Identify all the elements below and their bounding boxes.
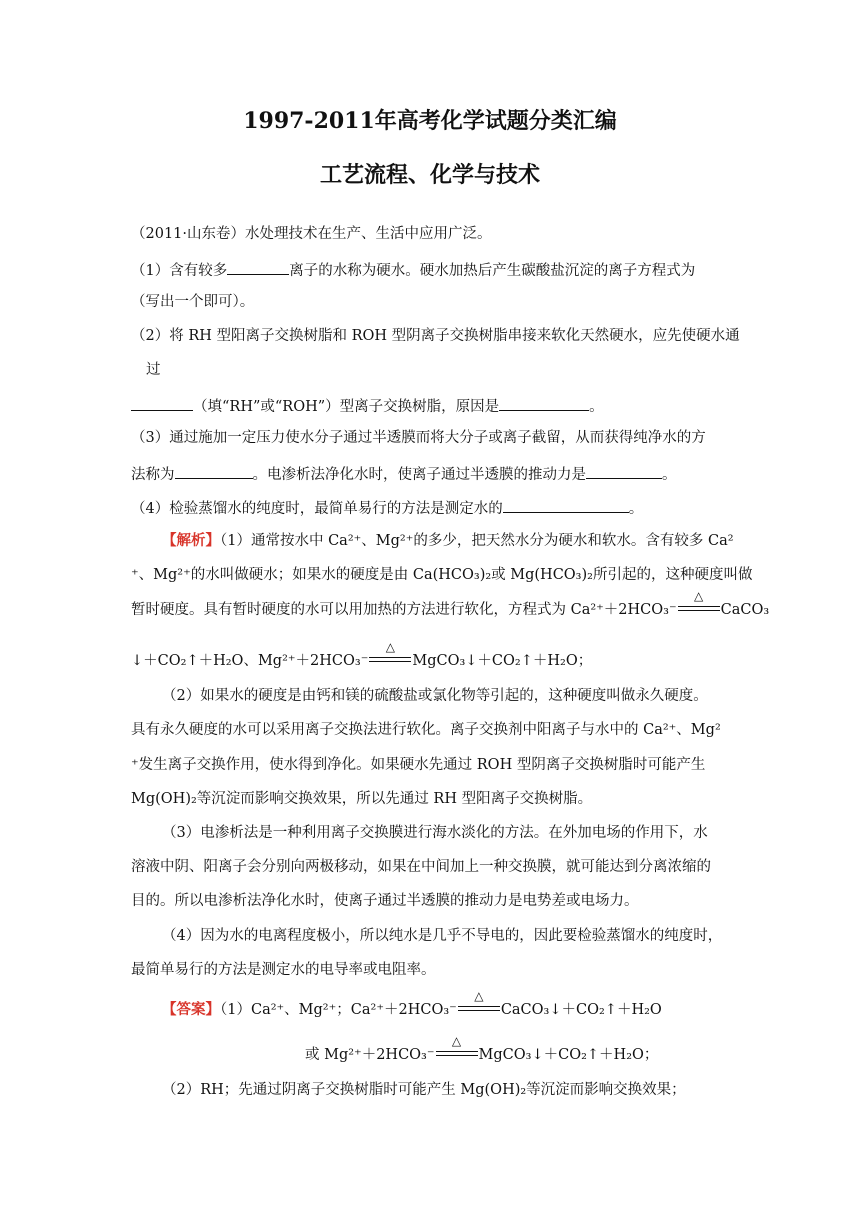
q4-text-a: （4）检验蒸馏水的纯度时，最简单易行的方法是测定水的 [131,501,503,517]
delta-icon: △ [474,989,484,1003]
analysis-p2-line-4: Mg(OH)₂等沉淀而影响交换效果，所以先通过 RH 型阳离子交换树脂。 [131,791,593,807]
page-title: 1997-2011年高考化学试题分类汇编 [243,108,617,134]
q3-text-d: 。 [662,467,677,483]
analysis-tag: 【解析】 [162,532,220,549]
analysis-p1-line-2: ⁺、Mg²⁺的水叫做硬水；如果水的硬度是由 Ca(HCO₃)₂或 Mg(HCO₃)₂所引起的，这种硬度叫做 [131,567,753,583]
analysis-p3-line-1: （3）电渗析法是一种利用离子交换膜进行海水淡化的方法。在外加电场的作用下，水 [162,825,708,841]
answer-2-rhs: MgCO₃↓＋CO₂↑＋H₂O； [478,1047,659,1063]
question-2-line-3 [131,394,604,417]
analysis-p3-line-3: 目的。所以电渗析法净化水时，使离子通过半透膜的推动力是电势差或电场力。 [131,893,639,909]
question-3-line-2 [131,462,677,485]
q1-text-a: （1）含有较多 [131,263,228,279]
question-4-line [131,496,643,519]
delta-icon: △ [385,640,395,654]
q3-text-c: 。电渗析法净化水时，使离子通过半透膜的推动力是 [252,467,586,483]
answer-1-lhs: （1）Ca²⁺、Mg²⁺；Ca²⁺＋2HCO₃⁻ [220,1002,457,1018]
analysis-p1-line-1 [162,531,734,551]
analysis-p2-line-1: （2）如果水的硬度是由钙和镁的硫酸盐或氯化物等引起的，这种硬度叫做永久硬度。 [162,688,708,704]
heat-arrow [369,640,411,665]
analysis-p3-line-2: 溶液中阴、阳离子会分别向两极移动，如果在中间加上一种交换膜，就可能达到分离浓缩的 [131,859,711,875]
q1-blank-ion [227,258,289,275]
q3-text-b: 法称为 [131,467,175,483]
analysis-p1-line-4 [131,640,593,671]
q4-blank [503,496,629,513]
question-2-line-1: （2）将 RH 型阳离子交换树脂和 ROH 型阴离子交换树脂串接来软化天然硬水，应先使硬水通 [131,328,740,344]
answer-line-2 [305,1034,659,1065]
analysis-p2-line-2: 具有永久硬度的水可以采用离子交换法进行软化。离子交换剂中阳离子与水中的 Ca²⁺、Mg² [131,722,721,738]
question-1-line-2: （写出一个即可）。 [131,294,255,310]
analysis-p1-l4-lhs: ↓＋CO₂↑＋H₂O、Mg²⁺＋2HCO₃⁻ [131,653,369,669]
answer-line-3: （2）RH；先通过阴离子交换树脂时可能产生 Mg(OH)₂等沉淀而影响交换效果； [162,1082,686,1098]
answer-2-lhs: 或 Mg²⁺＋2HCO₃⁻ [305,1047,435,1063]
q2-text-c: （填“RH”或“ROH”）型离子交换树脂，原因是 [193,399,500,415]
heat-arrow [678,589,720,614]
analysis-p1-l3-lhs: 暂时硬度。具有暂时硬度的水可以用加热的方法进行软化，方程式为 Ca²⁺＋2HCO₃⁻ [131,602,677,618]
answer-line-1 [162,989,662,1020]
analysis-p2-line-3: ⁺发生离子交换作用，使水得到净化。如果硬水先通过 ROH 型阴离子交换树脂时可能产生 [131,757,706,773]
answer-tag: 【答案】 [162,1001,220,1018]
heat-arrow [436,1034,478,1059]
q2-blank-type [131,394,193,411]
question-3-line-1: （3）通过施加一定压力使水分子通过半透膜而将大分子或离子截留，从而获得纯净水的方 [131,430,706,446]
delta-icon: △ [451,1034,462,1048]
q1-text-b: 离子的水称为硬水。硬水加热后产生碳酸盐沉淀的离子方程式为 [289,263,696,279]
q2-text-d: 。 [589,399,604,415]
analysis-p1-l3-rhs: CaCO₃ [720,602,770,618]
answer-1-rhs: CaCO₃↓＋CO₂↑＋H₂O [500,1002,662,1018]
heat-arrow [458,989,500,1014]
page-subtitle: 工艺流程、化学与技术 [319,162,540,188]
analysis-p1-line-3 [131,589,770,620]
q2-blank-reason [499,394,589,411]
analysis-p1-l4-rhs: MgCO₃↓＋CO₂↑＋H₂O； [412,653,593,669]
q4-text-b: 。 [628,501,644,517]
q3-blank-force [586,462,662,479]
analysis-p4-line-1: （4）因为水的电离程度极小，所以纯水是几乎不导电的，因此要检验蒸馏水的纯度时， [162,928,723,944]
question-2-line-2: 过 [146,362,161,378]
analysis-p4-line-2: 最简单易行的方法是测定水的电导率或电阻率。 [131,962,436,978]
question-1-line-1 [131,258,695,281]
analysis-p1-l1-text: （1）通常按水中 Ca²⁺、Mg²⁺的多少，把天然水分为硬水和软水。含有较多 Ca² [220,533,734,549]
question-intro: （2011·山东卷）水处理技术在生产、生活中应用广泛。 [131,226,492,242]
q3-blank-method [175,462,253,479]
delta-icon: △ [694,589,704,603]
